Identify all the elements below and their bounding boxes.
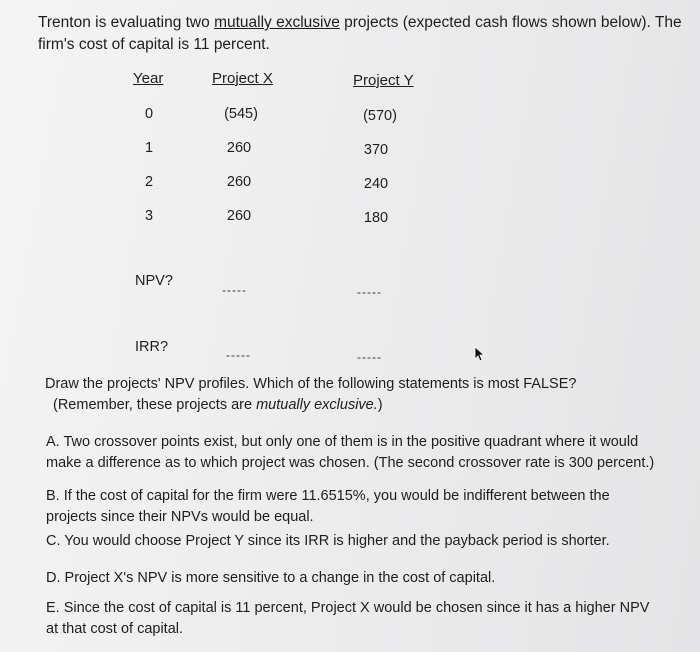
irr-blank-y: -----: [357, 350, 382, 364]
question-line-2: [45, 395, 665, 416]
intro-text-start: Trenton is evaluating two: [38, 14, 215, 31]
cell-year-1: 1: [144, 140, 154, 156]
cell-year-2: 2: [144, 174, 154, 190]
intro-underlined-term: mutually exclusive: [214, 14, 340, 31]
irr-blank-x: -----: [226, 348, 251, 362]
option-a[interactable]: A. Two crossover points exist, but only one of them is in the positive quadrant where it would make a difference as to which project was chosen. (The second crossover rate is 300 percent.): [46, 434, 655, 471]
option-c[interactable]: C. You would choose Project Y since its IRR is higher and the payback period is shorter.: [46, 533, 610, 549]
cell-x-0: (545): [224, 106, 258, 122]
intro-text-end: projects (expected cash flows shown below). The firm's cost of capital is 11 percent.: [38, 14, 682, 53]
cell-y-0: (570): [363, 108, 397, 124]
cell-y-1: 370: [363, 142, 389, 158]
header-year: Year: [133, 70, 164, 87]
question-reminder-prefix: (Remember, these projects are: [53, 397, 257, 413]
npv-blank-y: -----: [357, 285, 382, 299]
cell-year-0: 0: [144, 106, 154, 122]
question-reminder-italic: mutually exclusive.: [256, 397, 378, 413]
cell-x-2: 260: [226, 174, 252, 190]
question-reminder-suffix: ): [377, 397, 383, 413]
npv-label: NPV?: [135, 273, 173, 289]
option-d[interactable]: D. Project X's NPV is more sensitive to a change in the cost of capital.: [46, 570, 496, 586]
header-project-x: Project X: [212, 70, 273, 87]
cell-y-2: 240: [363, 176, 389, 192]
mouse-cursor-icon: [474, 346, 486, 362]
cell-x-1: 260: [226, 140, 252, 156]
npv-blank-x: -----: [222, 283, 247, 297]
option-b[interactable]: B. If the cost of capital for the firm were 11.6515%, you would be indifferent between the projects since their NPVs would be equal.: [46, 488, 610, 525]
cell-year-3: 3: [144, 208, 154, 224]
cell-x-3: 260: [226, 208, 252, 224]
cell-y-3: 180: [363, 210, 389, 226]
option-e[interactable]: E. Since the cost of capital is 11 percent, Project X would be chosen since it has a higher NPV at that cost of capital.: [46, 600, 650, 637]
problem-intro: [38, 12, 688, 56]
header-project-y: Project Y: [353, 72, 414, 89]
question-prompt: [45, 374, 665, 416]
question-line-1: Draw the projects' NPV profiles. Which of the following statements is most FALSE?: [45, 376, 577, 392]
irr-label: IRR?: [135, 339, 169, 355]
